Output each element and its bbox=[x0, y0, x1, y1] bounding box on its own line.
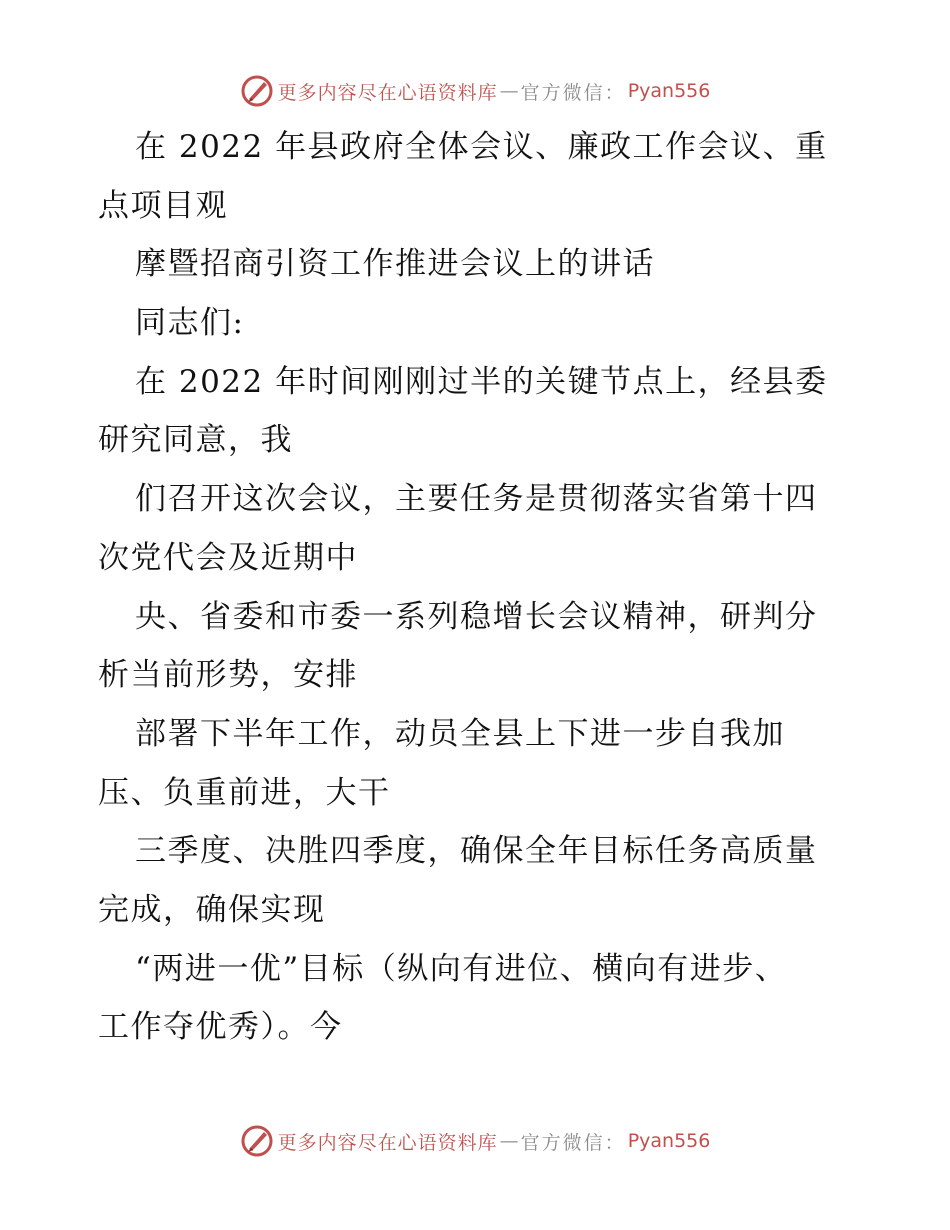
banner-main-text: 更多内容尽在心语资料库 bbox=[277, 1131, 498, 1154]
text-line: 央、省委和市委一系列稳增长会议精神，研判分 bbox=[135, 598, 818, 635]
banner-wechat-id: Pyan556 bbox=[627, 1130, 711, 1152]
banner-dash: — bbox=[499, 1130, 519, 1152]
quill-pen-logo-icon bbox=[240, 74, 274, 108]
text-line: 同志们: bbox=[135, 305, 245, 342]
text-line: 点项目观 bbox=[98, 187, 228, 224]
text-line: 析当前形势，安排 bbox=[98, 657, 358, 694]
header-banner bbox=[0, 71, 950, 111]
text-line: 摩暨招商引资工作推进会议上的讲话 bbox=[135, 246, 655, 283]
text-line: 研究同意，我 bbox=[98, 422, 293, 459]
banner-main-text: 更多内容尽在心语资料库 bbox=[277, 81, 498, 104]
footer-banner bbox=[0, 1121, 950, 1161]
text-line: 完成，确保实现 bbox=[98, 891, 326, 928]
text-line: 在 2022 年县政府全体会议、廉政工作会议、重 bbox=[135, 129, 828, 165]
text-line: 压、负重前进，大干 bbox=[98, 774, 391, 811]
banner-wechat-id: Pyan556 bbox=[627, 80, 711, 102]
text-line: 次党代会及近期中 bbox=[98, 539, 358, 576]
text-line: 工作夺优秀）。今 bbox=[98, 1009, 343, 1046]
text-line: 三季度、决胜四季度，确保全年目标任务高质量 bbox=[135, 833, 818, 870]
text-line: “两进一优”目标（纵向有进位、横向有进步、 bbox=[135, 950, 788, 987]
text-line: 们召开这次会议，主要任务是贯彻落实省第十四 bbox=[135, 481, 818, 518]
quill-pen-logo-icon bbox=[240, 1124, 274, 1158]
document-body bbox=[98, 118, 858, 1057]
banner-wechat-label: 官方微信： bbox=[520, 81, 626, 104]
banner-dash: — bbox=[499, 80, 519, 102]
text-line: 在 2022 年时间刚刚过半的关键节点上，经县委 bbox=[135, 363, 828, 400]
text-line: 部署下半年工作，动员全县上下进一步自我加 bbox=[135, 715, 785, 752]
banner-wechat-label: 官方微信： bbox=[520, 1131, 626, 1154]
